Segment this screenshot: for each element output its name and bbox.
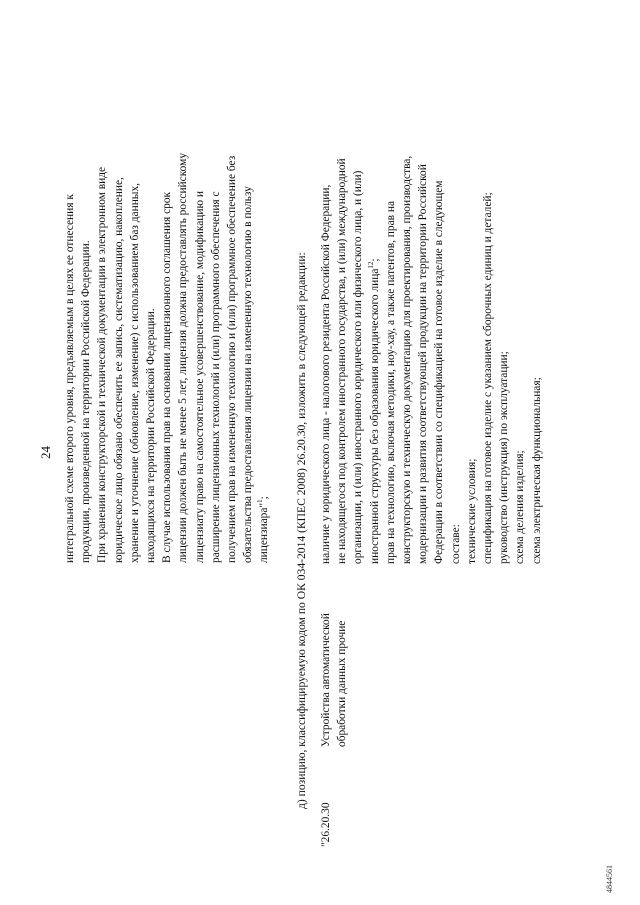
text-line: Устройства автоматической xyxy=(320,613,332,747)
row-description xyxy=(318,44,545,564)
text-line: схема электрическая функциональная; xyxy=(530,377,543,564)
text-fragment: лицензиара xyxy=(258,507,271,563)
text-line: наличие у юридического лица - налогового резидента Российской Федерации, xyxy=(320,184,332,564)
text-line: обязательства предоставления лицензии на измененную технологию в пользу xyxy=(242,186,255,563)
page-number: 24 xyxy=(38,446,53,459)
text-line: лицензиату право на самостоятельное усовершенствование, модификацию и xyxy=(193,191,206,563)
text-line: хранение и уточнение (обновление, изменение) с использованием баз данных, xyxy=(128,183,141,563)
text-line: находящихся на территории Российской Федерации. xyxy=(145,308,158,563)
text-fragment: ; xyxy=(258,496,271,500)
text-line: В случае использования прав на основании лицензионного соглашения срок xyxy=(161,191,174,563)
continuation-text xyxy=(62,78,273,563)
text-line: модернизации и развития соответствующей продукции на территории Российской xyxy=(417,164,430,564)
text-line: юридическое лицо обязано обеспечить ее запись, систематизацию, накопление, xyxy=(112,177,125,563)
text-line: получением прав на измененную технологию и (или) программное обеспечение без xyxy=(226,155,239,563)
text-line: продукции, произведенной на территории Российской Федерации. xyxy=(80,240,93,563)
text-line: При хранении конструкторской и технической документации в электронном виде xyxy=(96,166,109,563)
document-serial: 4844561 xyxy=(605,865,614,893)
footnote-ref: 1 xyxy=(256,499,265,503)
text-line: лицензиара"$^1$; xyxy=(256,496,271,563)
text-line: спецификация на готовое изделие с указанием сборочных единиц и деталей; xyxy=(482,192,495,564)
text-line: лицензии должен быть не менее 5 лет, лицензия должна предоставлять российскому xyxy=(177,152,190,563)
text-fragment: ; xyxy=(368,258,381,262)
text-line: обработки данных прочие xyxy=(336,620,349,747)
text-line xyxy=(367,44,383,564)
text-fragment: иностранной структуры без образования юридического лица xyxy=(368,268,381,564)
text-line: конструкторскую и техническую документацию для проектирования, производства, xyxy=(401,155,414,564)
text-line: расширение лицензионных технологий и (или) программного обеспечения с xyxy=(209,191,222,563)
text-line: не находящегося под контролем иностранного государства, и (или) международной xyxy=(336,158,349,564)
text-line: схема деления изделия; xyxy=(514,450,527,564)
text-line: составе: xyxy=(449,524,462,564)
footnote-ref: 12 xyxy=(366,261,375,269)
text-line: Федерации в соответствии со спецификацией на готовое изделие в следующем xyxy=(433,180,446,564)
text-line: технические условия; xyxy=(465,458,478,564)
text-line: организации, и (или) иностранного юридического или физического лица, и (или) xyxy=(352,170,365,564)
text-line: прав на технологию, включая методики, ноу-хау, а также патентов, прав на xyxy=(384,200,397,564)
text-line: интегральной схеме второго уровня, предъявляемым в целях ее отнесения к xyxy=(64,194,76,563)
row-code: "26.20.30 xyxy=(320,802,332,847)
text-line: руководство (инструкция) по эксплуатации; xyxy=(498,351,511,564)
row-name xyxy=(318,577,350,747)
paragraph-d: д) позицию, классифицируемую кодом по ОК 034-2014 (КПЕС 2008) 26.20.30, изложить в следующей редакции: xyxy=(295,252,308,809)
